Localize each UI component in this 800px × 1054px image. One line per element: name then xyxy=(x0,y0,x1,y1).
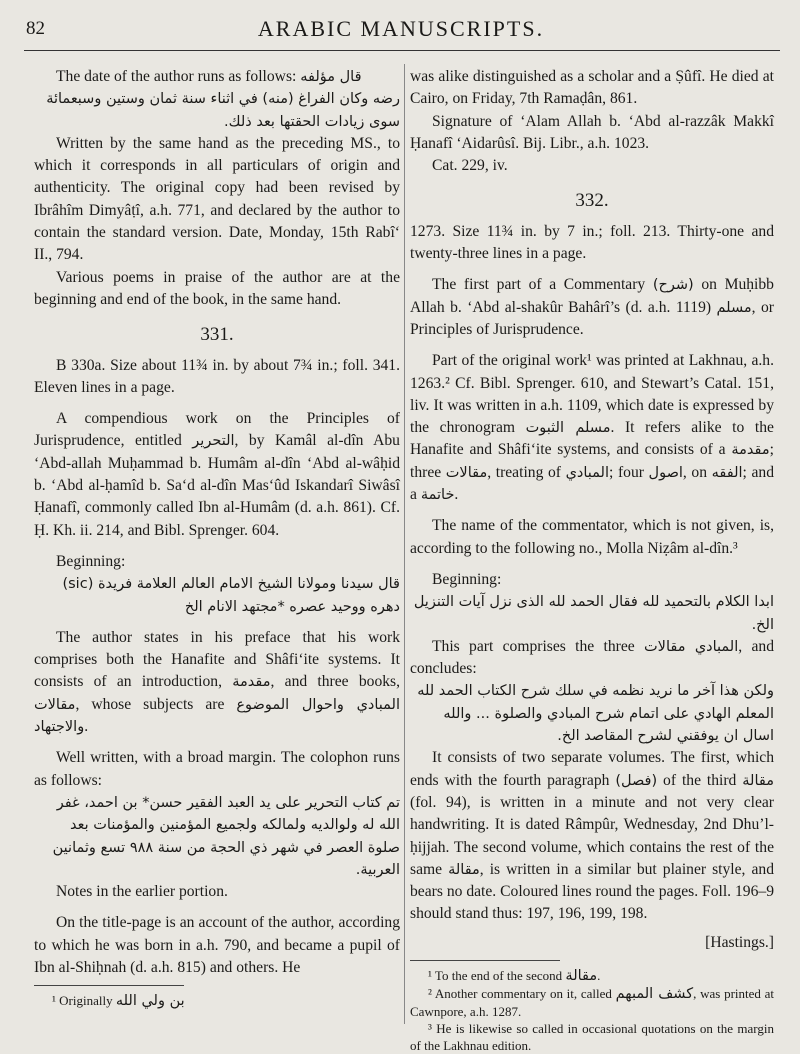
work-para: A compendious work on the Principles of Jurisprudence, entitled التحرير, by Kamâl al-dîn Abu ‘Abd-allah Muḥammad b. Humâm al-dîn ‘Abd al-wâḥid b. ‘Abd al-ḥamîd b. Sa‘d al-dîn Mas‘ûd Iskandarî Siwâsî Ḥanafî, commonly called Ibn al-Humâm (d. a.h. 861). Cf. Ḥ. Kh. ii. 214, and Bibl. Sprenger. 604. xyxy=(34,410,400,539)
beginning-para-right: Beginning: xyxy=(432,570,502,588)
page-header xyxy=(26,16,776,46)
footnote-1: ¹ Originally بن ولي الله xyxy=(52,993,185,1010)
written-para: Written by the same hand as the preceding MS., to which it corresponds in all particulars of origin and authenticity. The original copy had been revised by Ibrâhîm Dimyâṭî, a.h. 771, and declared by the author to contain the standard version. Date, Monday, 15th Rabî‘ II., 794. xyxy=(34,134,400,264)
consists-para: It consists of two separate volumes. The first, which ends with the fourth paragraph (فصل) of the third مقالة (fol. 94), is written in a minute and not very clear handwriting. It is dated Râmpûr, Wednesday, 2nd Dhu’l-ḥijjah. The second volume, which contains the rest of the same مقالة, is written in a similar but plainer style, and bears no date. Coloured lines round the pages. Foll. 196–9 should stand thus: 197, 196, 199, 198. xyxy=(410,749,774,923)
colophon-arabic: رضه وكان الفراغ (منه) في اثناء سنة ثمان وستين وسبعمائة سوى زيادات الحقتها بعد ذلك. xyxy=(46,91,400,130)
footnote-right-3: ³ He is likewise so called in occasional quotations on the margin of the Lakhnau edition. xyxy=(410,1020,774,1053)
concludes-arabic: ولكن هذا آخر ما نريد نظمه في سلك شرح الكتاب الحمد لله المعلم الهادي على اتمام شرح المبادي والصلوة ... والله اسال ان يوفقني لشرح المقاصد الخ. xyxy=(417,683,774,745)
header-rule xyxy=(24,50,780,51)
first-part-para: The first part of a Commentary (شرح) on Muḥibb Allah b. ‘Abd al-shakûr Bahârî’s (d. a.h. 1119) مسلم, or Principles of Jurisprudence. xyxy=(410,276,774,338)
footnote-rule xyxy=(34,985,184,986)
colophon-arabic-2: تم كتاب التحرير على يد العبد الفقير حسن* بن احمد، غفر الله له ولوالديه ولمالكه ولجميع المؤمنين والمؤمنات بعد صلوة العصر في شهر ذي الحجة من سنة ٩٨٨ تسع وثمانين العربية. xyxy=(52,794,400,878)
comprises-para: This part comprises the three المبادي مقالات , and concludes: xyxy=(410,637,774,678)
right-column xyxy=(410,66,774,1054)
beginning-arabic-right: ابدا الكلام بالتحميد لله فقال الحمد لله الذى نزل آيات التنزيل الخ. xyxy=(413,594,774,633)
entry-number-331: 331. xyxy=(200,324,234,346)
colophon-intro-para: The date of the author runs as follows: قال مؤلفه xyxy=(56,68,362,85)
poems-para: Various poems in praise of the author are at the beginning and end of the book, in the same hand. xyxy=(34,268,400,308)
page-number: 82 xyxy=(26,18,45,39)
footnote-right-2: ² Another commentary on it, called كشف المبهم, was printed at Cawnpore, a.h. 1287. xyxy=(410,985,775,1019)
commentator-name-para: The name of the commentator, which is not given, is, according to the following no., Molla Niẓâm al-dîn.³ xyxy=(410,517,774,557)
beginning-arabic: قال سيدنا ومولانا الشيخ الامام العالم العلامة فريدة (sic) دهره ووحيد عصره *مجتهد الانام الخ xyxy=(62,576,400,615)
running-title: ARABIC MANUSCRIPTS. xyxy=(257,16,545,41)
left-column xyxy=(34,66,400,1010)
continuation-para: was alike distinguished as a scholar and a Ṣûfî. He died at Cairo, on Friday, 7th Ramaḍân, 861. xyxy=(410,68,774,108)
footnote-rule-right xyxy=(410,960,560,961)
title-page-para: On the title-page is an account of the author, according to which he was born in a.h. 790, and became a pupil of Ibn al-Shiḥnah (d. a.h. 815) and others. He xyxy=(34,914,400,976)
entry-head-332: 1273. Size 11¾ in. by 7 in.; foll. 213. Thirty-one and twenty-three lines in a page. xyxy=(410,222,774,263)
cat-para: Cat. 229, iv. xyxy=(432,157,508,175)
part-original-para: Part of the original work¹ was printed at Lakhnau, a.h. 1263.² Cf. Bibl. Sprenger. 610, and Stewart’s Catal. 151, liv. It was written in a.h. 1109, which date is expressed by the chronogram مسلم الثبوت. It refers alike to the Hanafite and Shâfi‘ite systems, and consists of a مقدمة; three مقالات, treating of المبادي; four اصول, on الفقه; and a خاتمة. xyxy=(410,352,774,504)
well-written-para: Well written, with a broad margin. The colophon runs as follows: xyxy=(34,749,400,789)
notes-para: Notes in the earlier portion. xyxy=(56,883,228,901)
author-para: The author states in his preface that his work comprises both the Hanafite and Shâfi‘ite systems. It consists of an introduction, مقدمة, and three books, مقالات, whose subjects are المبادي واحوال الموضوع والاجتهاد. xyxy=(34,628,401,736)
entry-head-331: B 330a. Size about 11¾ in. by about 7¾ in.; foll. 341. Eleven lines in a page. xyxy=(34,356,400,396)
beginning-para: Beginning: xyxy=(56,552,126,570)
footnote-right-1: ¹ To the end of the second مقالة. xyxy=(428,967,601,984)
column-divider xyxy=(404,64,405,1024)
hastings-signature: [Hastings.] xyxy=(705,933,774,951)
entry-number-332: 332. xyxy=(575,190,609,212)
signature-para: Signature of ‘Alam Allah b. ‘Abd al-razzâk Makkî Ḥanafî ‘Aidarûsî. Bij. Libr., a.h. 1023. xyxy=(410,112,774,152)
